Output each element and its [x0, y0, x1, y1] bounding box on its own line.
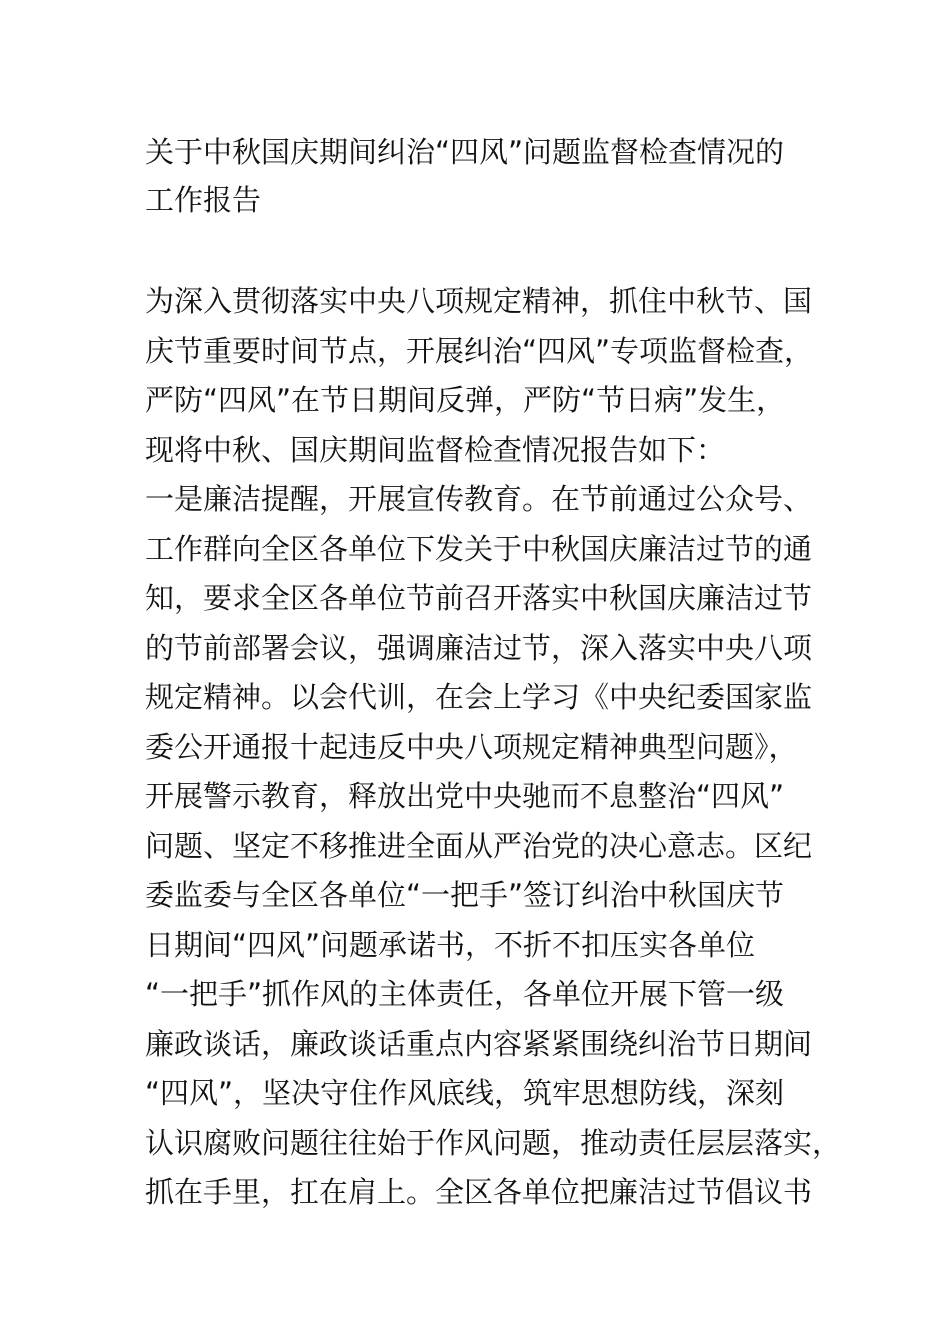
body-line: 的节前部署会议，强调廉洁过节，深入落实中央八项 — [145, 630, 813, 665]
title-line: 关于中秋国庆期间纠治“四风”问题监督检查情况的 — [145, 135, 785, 169]
body-line: 工作群向全区各单位下发关于中秋国庆廉洁过节的通 — [145, 531, 813, 566]
body-line: 开展警示教育，释放出党中央驰而不息整治“四风” — [145, 779, 785, 813]
body-line: 廉政谈话，廉政谈话重点内容紧紧围绕纠治节日期间 — [145, 1026, 813, 1061]
body-line: “四风”，坚决守住作风底线，筑牢思想防线，深刻 — [145, 1076, 785, 1110]
body-line: 严防“四风”在节日期间反弹，严防“节日病”发生， — [145, 383, 786, 417]
title-line: 工作报告 — [145, 183, 262, 217]
document-body — [145, 277, 842, 1218]
body-line: “一把手”抓作风的主体责任，各单位开展下管一级 — [145, 977, 785, 1011]
body-line: 认识腐败问题往往始于作风问题，推动责任层层落实， — [145, 1125, 842, 1160]
body-line: 日期间“四风”问题承诺书，不折不扣压实各单位 — [145, 927, 756, 962]
body-line: 规定精神。以会代训，在会上学习《中央纪委国家监 — [145, 680, 813, 714]
body-line: 问题、坚定不移推进全面从严治党的决心意志。区纪 — [145, 828, 813, 863]
document-title — [145, 128, 835, 224]
body-line: 一是廉洁提醒，开展宣传教育。在节前通过公众号、 — [145, 482, 813, 516]
body-line: 为深入贯彻落实中央八项规定精神，抓住中秋节、国 — [145, 284, 813, 318]
body-line: 现将中秋、国庆期间监督检查情况报告如下： — [145, 432, 726, 467]
body-line: 委公开通报十起违反中央八项规定精神典型问题》， — [145, 729, 798, 764]
body-line: 庆节重要时间节点，开展纠治“四风”专项监督检查， — [145, 333, 814, 368]
body-line: 知，要求全区各单位节前召开落实中秋国庆廉洁过节 — [145, 581, 813, 615]
body-line: 抓在手里，扛在肩上。全区各单位把廉洁过节倡议书 — [145, 1175, 813, 1209]
body-line: 委监委与全区各单位“一把手”签订纠治中秋国庆节 — [145, 878, 785, 912]
